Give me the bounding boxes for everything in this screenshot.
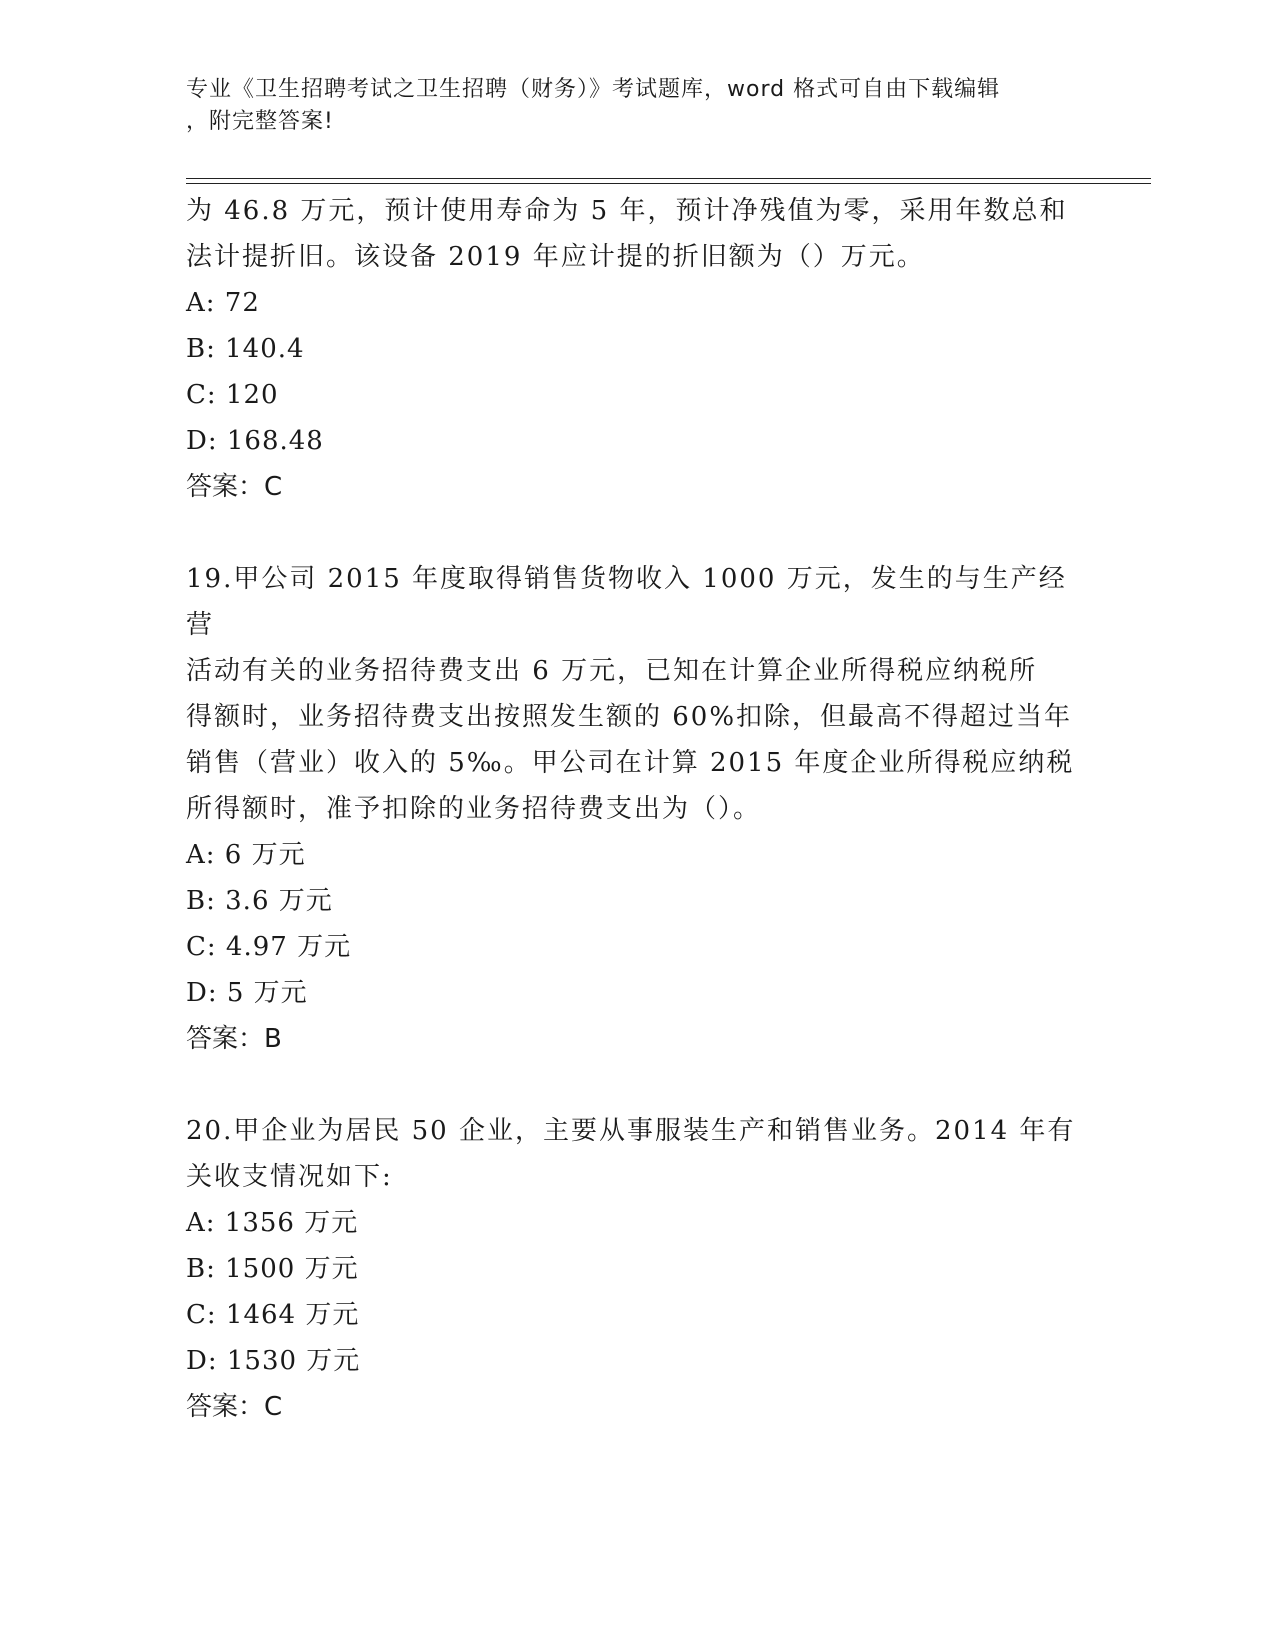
question-text-line: 20.甲企业为居民 50 企业，主要从事服装生产和销售业务。2014 年有 xyxy=(186,1116,1076,1146)
spacer xyxy=(186,510,1086,556)
document-header xyxy=(186,74,1066,138)
question-text-line: 销售（营业）收入的 5‰。甲公司在计算 2015 年度企业所得税应纳税 xyxy=(186,748,1075,778)
question-18 xyxy=(186,188,1086,510)
header-line-2: ，附完整答案! xyxy=(186,109,334,134)
answer: 答案：C xyxy=(186,1392,283,1422)
option-d: D: 168.48 xyxy=(186,426,324,456)
header-line-1: 专业《卫生招聘考试之卫生招聘（财务）》考试题库，word 格式可自由下载编辑 xyxy=(186,77,1001,102)
option-d: D: 1530 万元 xyxy=(186,1346,361,1376)
option-b: B: 3.6 万元 xyxy=(186,886,333,916)
spacer xyxy=(186,1062,1086,1108)
question-19 xyxy=(186,556,1086,1062)
question-text-line: 为 46.8 万元，预计使用寿命为 5 年，预计净残值为零，采用年数总和 xyxy=(186,196,1068,226)
header-rule-top xyxy=(186,178,1151,179)
option-a: A: 1356 万元 xyxy=(186,1208,359,1238)
option-c: C: 1464 万元 xyxy=(186,1300,360,1330)
option-c: C: 4.97 万元 xyxy=(186,932,352,962)
option-a: A: 6 万元 xyxy=(186,840,306,870)
option-b: B: 1500 万元 xyxy=(186,1254,359,1284)
question-text-line: 活动有关的业务招待费支出 6 万元，已知在计算企业所得税应纳税所 xyxy=(186,656,1038,686)
question-text-line: 法计提折旧。该设备 2019 年应计提的折旧额为（）万元。 xyxy=(186,242,925,272)
header-rule-bottom xyxy=(186,183,1151,184)
question-text-line: 所得额时，准予扣除的业务招待费支出为（）。 xyxy=(186,794,762,824)
option-a: A: 72 xyxy=(186,288,260,318)
question-text-line: 19.甲公司 2015 年度取得销售货物收入 1000 万元，发生的与生产经营 xyxy=(186,564,1067,640)
option-d: D: 5 万元 xyxy=(186,978,308,1008)
document-body xyxy=(186,188,1086,1430)
option-b: B: 140.4 xyxy=(186,334,305,364)
option-c: C: 120 xyxy=(186,380,279,410)
question-text-line: 得额时，业务招待费支出按照发生额的 60%扣除，但最高不得超过当年 xyxy=(186,702,1073,732)
answer: 答案：C xyxy=(186,472,283,502)
question-text-line: 关收支情况如下: xyxy=(186,1162,393,1192)
answer: 答案：B xyxy=(186,1024,282,1054)
question-20 xyxy=(186,1108,1086,1430)
